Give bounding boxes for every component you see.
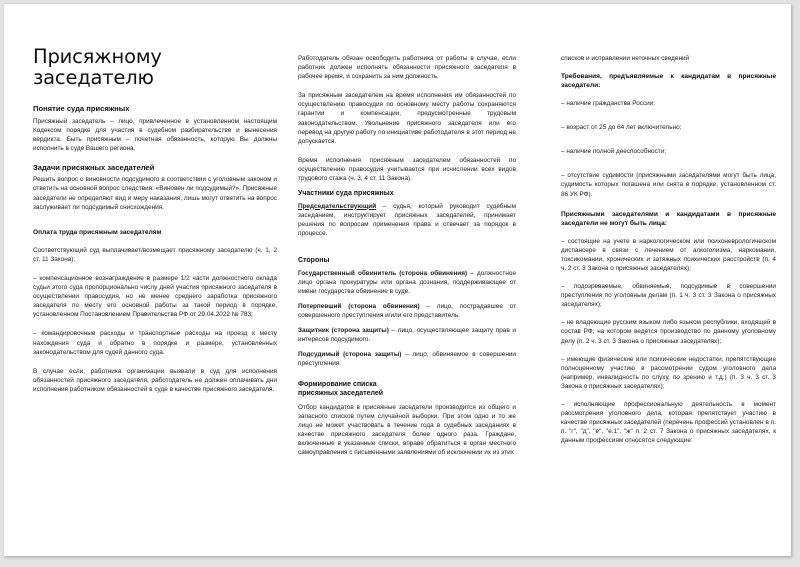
column-left — [33, 4, 277, 394]
text-victim: – лицо, пострадавшее от совершенного преступления и/или его представитель. — [298, 302, 516, 320]
paragraph-prosecutor — [298, 269, 516, 296]
paragraph-defender — [298, 326, 516, 344]
term-prosecutor: Государственный обвинитель (сторона обвинения) – — [298, 269, 474, 277]
paragraph-presiding — [298, 202, 516, 238]
column-right — [561, 4, 776, 445]
column-middle — [298, 4, 516, 457]
heading-pay: Оплата труда присяжным заседателям — [33, 228, 162, 236]
restriction-language: – не владеющие русским языком либо языком республики, входящей в состав РФ, на котором ведется производство по данному уголовному делу (п. 2 ч. 3 ст. 3 Закона о присяжных заседателях); — [561, 319, 776, 345]
heading-tasks: Задачи присяжных заседателей — [33, 163, 155, 173]
heading-formation — [298, 380, 516, 399]
term-defender: Защитник (сторона защиты) — [298, 327, 389, 335]
paragraph-tasks: Решить вопрос о виновности подсудимого в соответствии с уголовным законом и ответить на основной вопрос следствия: «Виновен ли подсудимый?». Присяжные заседатели не определяют вид и меру наказания, лишь могут ответить на вопрос заслуживает ли подсудимый снисхождения. — [33, 176, 277, 211]
requirement-citizenship: – наличие гражданства России; — [561, 100, 656, 108]
restriction-disabilities: – имеющие физические или психические недостатки, препятствующие полноценному участию в рассмотрении судом уголовного дела (например, инвалидность по слуху, по зрению и т.д.) (п. 3 ч. 3 ст. 3 Закона о присяжных заседателях); — [561, 355, 776, 390]
page-title — [33, 46, 277, 88]
restriction-suspects: – подозреваемые, обвиняемые, подсудимые в совершении преступления по уголовным делам (п. 1 ч. 3 ст. 3 Закона о присяжных заседателях); — [561, 283, 776, 309]
paragraph-pay-item-1: – компенсационное вознаграждение в размере 1/2 части должностного оклада судьи этого суда пропорционально числу дней участия присяжного заседателя в осуществлении правосудия, но не менее среднего заработка присяжного заседателя по месту его основной работы за такой период в порядке, установленном Постановлением Правительства РФ от 29.04.2022 № 783; — [33, 274, 277, 319]
term-defendant: Подсудимый (сторона защиты) — [298, 351, 402, 359]
document-page — [4, 4, 791, 556]
paragraph-guarantees: За присяжным заседателем на время исполнения им обязанностей по осуществлению правосудия по основному месту работы сохраняются гарантии и компенсации, предусмотренные трудовым законодательством. Увольнение присяжного заседателя или его перевод на другую работу по инициативе работодателя в этот период не допускается. — [298, 92, 516, 145]
heading-concept: Понятие суда присяжных — [33, 104, 130, 113]
title-line-1: Присяжному — [33, 45, 162, 68]
term-victim: Потерпевший (сторона обвинения) — [298, 302, 420, 310]
paragraph-seniority: Время исполнения присяжным заседателем обязанностей по осуществлению правосудия учитывается при исчислении всех видов трудового стажа (ч. 3, 4 ст. 11 Закона). — [298, 156, 516, 183]
paragraph-employer: Работодатель обязан освободить работника от работы в случае, если работник должен исполнять обязанности присяжного заседателя в рабочее время, и сохранить за ним должность. — [298, 55, 516, 81]
paragraph-defendant — [298, 350, 516, 368]
heading-formation-line-2: присяжных заседателей — [298, 390, 384, 398]
text-prosecutor: должностное лицо органа прокуратуры или органа дознания, поддерживающее от имени государства обвинение в суде. — [298, 269, 516, 295]
paragraph-continuation: списков и исправлении неточных сведений — [561, 55, 690, 62]
paragraph-pay-note: В случае если, работника организации вызвали в суд для исполнения обязанностей присяжного заседателя, работодатель не должен оплачивать дни исполнения работником обязанностей в суде в качестве присяжного заседателя. — [33, 367, 277, 393]
requirement-no-criminal-record: – отсутствие судимости (присяжными заседателями могут быть лица, судимость которых погашена или снята в порядке, установленном ст. 86 УК РФ). — [561, 172, 776, 198]
paragraph-formation: Отбор кандидатов в присяжные заседатели производится из общего и запасного списков путем случайной выборки. При этом одно и то же лицо не может участвовать в течение года в судебных заседаниях в качестве присяжного заседателя более одного раза. Граждане, включенные в указанные списки, вправе обратиться в орган местного самоуправления с письменными заявлениями об исключении их из этих — [298, 403, 516, 457]
paragraph-pay-intro: Соответствующий суд выплачивает/возмещает присяжному заседателю (ч. 1, 2 ст. 11 Закона): — [33, 246, 277, 263]
term-presiding: Председательствующий — [298, 202, 377, 210]
title-line-2: заседателю — [33, 66, 154, 89]
heading-cannot-be: Присяжными заседателями и кандидатами в присяжные заседатели не могут быть лица: — [561, 210, 776, 227]
paragraph-pay-item-2: – командировочные расходы и транспортные расходы на проезд к месту нахождения суда и обратно в порядке и размере, установленных законодательством для судей данного суда. — [33, 330, 277, 356]
restriction-medical: – состоящие на учете в наркологическом или психоневрологическом диспансере в связи с лечением от алкоголизма, наркомании, токсикомании, хронических и затяжных психических расстройств (п. 4 ч. 2 ст. 3 Закона о присяжных заседателях); — [561, 237, 776, 272]
heading-participants: Участники суда присяжных — [298, 190, 394, 198]
paragraph-victim — [298, 302, 516, 320]
text-presiding: – судья, который руководит судебным заседанием, инструктирует присяжных заседателей, принимает решения по вопросам применения права и отвечает за порядок в процессе. — [298, 202, 516, 237]
requirement-age: – возраст от 25 до 64 лет включительно; — [561, 124, 682, 132]
restriction-professions: – исполняющие профессиональную деятельность в момент рассмотрения уголовного дела, которая препятствует участию в качестве присяжных заседателей (перечень профессий установлен в п. п. "г", "д", "е", "е.1", "ж" п. 2 ст. 7 Закона о присяжных заседателях, к данным профессиям относятся следующие: — [561, 400, 776, 445]
paragraph-concept: Присяжный заседатель – лицо, привлеченное в установленном настоящим Кодексом порядке для участия в судебном разбирательстве и вынесения вердикта. Быть присяжным – почетная обязанность, которую Вы должны исполнить в суде Вашего региона. — [33, 118, 277, 153]
requirement-capacity: – наличие полной дееспособности; — [561, 148, 667, 156]
heading-requirements: Требования, предъявляемые к кандидатам в присяжные заседатели: — [561, 73, 776, 90]
text-defendant: – лицо, обвиняемое в совершении преступления. — [298, 351, 516, 368]
heading-formation-line-1: Формирование списка — [298, 380, 377, 388]
text-defender: – лицо, осуществляющее защиту прав и интересов подсудимого. — [298, 327, 516, 344]
heading-parties: Стороны — [298, 257, 330, 265]
